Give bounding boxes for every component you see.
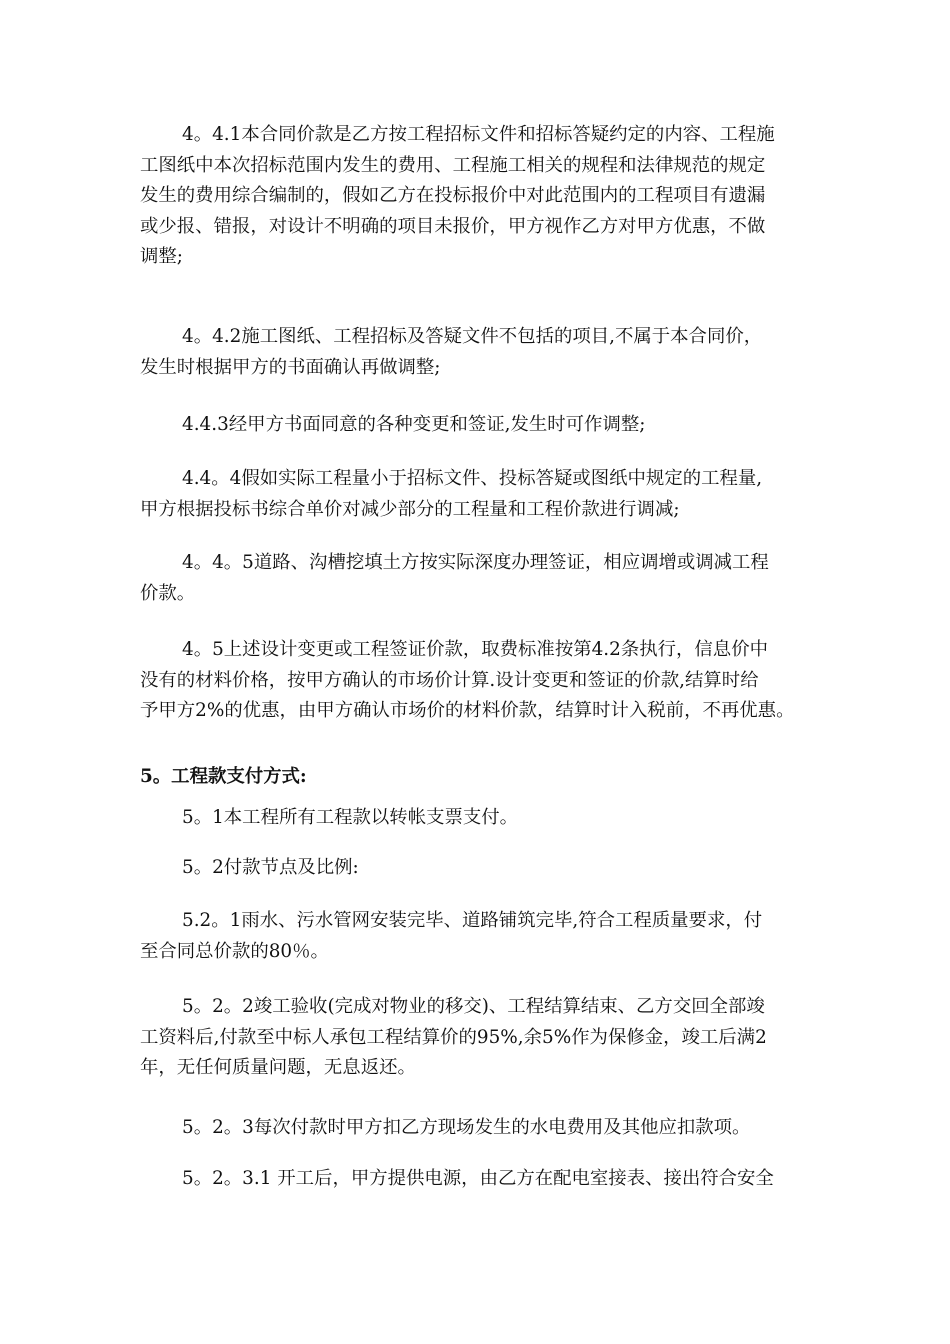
paragraph-line: 或少报、错报，对设计不明确的项目未报价，甲方视作乙方对甲方优惠，不做 xyxy=(140,215,766,237)
paragraph-line: 发生时根据甲方的书面确认再做调整; xyxy=(140,356,441,378)
paragraph-line: 调整; xyxy=(140,246,183,267)
paragraph-5-2-3-1 xyxy=(140,1164,810,1195)
paragraph-line: 工图纸中本次招标范围内发生的费用、工程施工相关的规程和法律规范的规定 xyxy=(140,154,766,176)
paragraph-line: 年，无任何质量问题，无息返还。 xyxy=(140,1057,416,1078)
paragraph-line: 价款。 xyxy=(140,582,196,604)
paragraph-line: 甲方根据投标书综合单价对减少部分的工程量和工程价款进行调减; xyxy=(140,498,680,520)
paragraph-line: 至合同总价款的80％。 xyxy=(140,940,329,962)
paragraph-line: 4。5上述设计变更或工程签证价款，取费标准按第4.2条执行，信息价中 xyxy=(182,639,768,660)
paragraph-line: 发生的费用综合编制的，假如乙方在投标报价中对此范围内的工程项目有遗漏 xyxy=(140,185,766,206)
paragraph-line: 5。1本工程所有工程款以转帐支票支付。 xyxy=(182,807,519,828)
paragraph-line: 4。4。5道路、沟槽挖填土方按实际深度办理签证，相应调增或调减工程 xyxy=(182,552,769,573)
paragraph-4-4-5 xyxy=(140,548,810,609)
paragraph-line: 5。2付款节点及比例: xyxy=(182,857,359,878)
paragraph-5-2-3 xyxy=(140,1113,810,1144)
paragraph-line: 工资料后,付款至中标人承包工程结算价的95%,余5%作为保修金，竣工后满2 xyxy=(140,1026,767,1048)
paragraph-5-2-2 xyxy=(140,992,810,1084)
paragraph-line: 4。4.2施工图纸、工程招标及答疑文件不包括的项目,不属于本合同价， xyxy=(182,326,763,347)
paragraph-line: 5。2。2竣工验收(完成对物业的移交)、工程结算结束、乙方交回全部竣 xyxy=(182,996,765,1017)
paragraph-5-2-1 xyxy=(140,906,810,967)
paragraph-4-4-4 xyxy=(140,464,810,525)
paragraph-4-5 xyxy=(140,635,810,727)
paragraph-5-2 xyxy=(140,853,810,884)
paragraph-line: 予甲方2%的优惠，由甲方确认市场价的材料价款，结算时计入税前，不再优惠。 xyxy=(140,700,795,721)
paragraph-4-4-2 xyxy=(140,322,810,383)
paragraph-4-4-1 xyxy=(140,120,810,273)
paragraph-line: 4.4。4假如实际工程量小于招标文件、投标答疑或图纸中规定的工程量, xyxy=(182,468,763,489)
paragraph-line: 4。4.1本合同价款是乙方按工程招标文件和招标答疑约定的内容、工程施 xyxy=(182,124,775,145)
paragraph-5-1 xyxy=(140,803,810,834)
paragraph-line: 5。2。3.1 开工后，甲方提供电源，由乙方在配电室接表、接出符合安全 xyxy=(182,1168,774,1189)
paragraph-line: 4.4.3经甲方书面同意的各种变更和签证,发生时可作调整; xyxy=(182,414,646,435)
paragraph-4-4-3 xyxy=(140,410,810,441)
paragraph-line: 5.2。1雨水、污水管网安装完毕、道路铺筑完毕,符合工程质量要求，付 xyxy=(182,910,763,931)
paragraph-line: 没有的材料价格，按甲方确认的市场价计算.设计变更和签证的价款,结算时给 xyxy=(140,669,759,691)
section-heading: 5。工程款支付方式: xyxy=(140,766,307,787)
paragraph-line: 5。2。3每次付款时甲方扣乙方现场发生的水电费用及其他应扣款项。 xyxy=(182,1117,751,1138)
